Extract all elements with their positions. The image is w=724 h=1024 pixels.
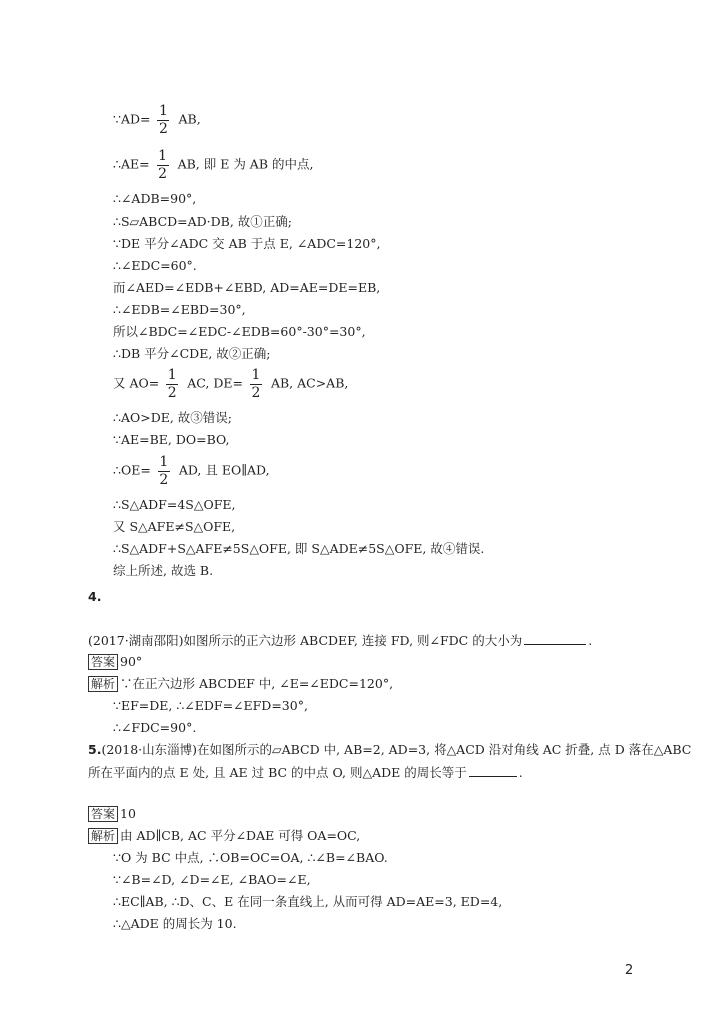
- solution-line: 又 S△AFE≠S△OFE,: [113, 519, 236, 534]
- solution-line: 综上所述, 故选 B.: [113, 563, 214, 578]
- question-number: 5.: [88, 742, 102, 757]
- solution-line: ∴AO>DE, 故③错误;: [113, 410, 233, 425]
- solution-line: ∵AD= $\frac{1}{2}$ AB,: [113, 103, 201, 137]
- analysis-line: ∴∠FDC=90°.: [113, 720, 197, 735]
- analysis-tag: 解析: [88, 828, 118, 844]
- solution-line: ∴DB 平分∠CDE, 故②正确;: [113, 346, 271, 361]
- solution-line: ∴∠ADB=90°,: [113, 191, 197, 206]
- solution-line: ∵DE 平分∠ADC 交 AB 于点 E, ∠ADC=120°,: [113, 236, 381, 251]
- solution-line: ∴S△ADF=4S△OFE,: [113, 497, 236, 512]
- answer-blank: [469, 764, 517, 777]
- fraction: $\frac{1}{2}$: [251, 367, 261, 401]
- fraction: $\frac{1}{2}$: [159, 103, 168, 137]
- answer-blank: [524, 632, 586, 645]
- solution-line: ∴∠EDB=∠EBD=30°,: [113, 302, 246, 317]
- fraction: $\frac{1}{2}$: [159, 454, 169, 488]
- question-text: 所在平面内的点 E 处, 且 AE 过 BC 的中点 O, 则△ADE 的周长等于 .: [88, 765, 523, 780]
- answer-line: 答案 90°: [88, 654, 142, 670]
- solution-line: ∴AE= $\frac{1}{2}$ AB, 即 E 为 AB 的中点,: [113, 148, 314, 182]
- question-text: (2017·湖南邵阳)如图所示的正六边形 ABCDEF, 连接 FD, 则∠FDC 的大小为 .: [88, 633, 593, 648]
- answer-tag: 答案: [88, 806, 118, 822]
- solution-line: 而∠AED=∠EDB+∠EBD, AD=AE=DE=EB,: [113, 280, 381, 295]
- page-number: 2: [625, 963, 634, 978]
- answer-line: 答案 10: [88, 806, 136, 822]
- analysis-line: 解析 由 AD∥CB, AC 平分∠DAE 可得 OA=OC,: [88, 828, 360, 844]
- analysis-line: 解析 ∵在正六边形 ABCDEF 中, ∠E=∠EDC=120°,: [88, 676, 393, 692]
- solution-line: ∴OE= $\frac{1}{2}$ AD, 且 EO∥AD,: [113, 454, 270, 488]
- fraction: $\frac{1}{2}$: [167, 367, 177, 401]
- solution-line: ∴S▱ABCD=AD·DB, 故①正确;: [113, 214, 293, 229]
- analysis-line: ∵EF=DE, ∴∠EDF=∠EFD=30°,: [113, 698, 308, 713]
- fraction: $\frac{1}{2}$: [158, 148, 168, 182]
- solution-line: ∴S△ADF+S△AFE≠5S△OFE, 即 S△ADE≠5S△OFE, 故④错误.: [113, 541, 485, 556]
- analysis-line: ∴△ADE 的周长为 10.: [113, 916, 237, 931]
- solution-line: 又 AO= $\frac{1}{2}$ AC, DE= $\frac{1}{2}$ AB, AC>AB,: [113, 367, 349, 401]
- answer-tag: 答案: [88, 654, 118, 670]
- question-text: 5.(2018·山东淄博)在如图所示的▱ABCD 中, AB=2, AD=3, 将△ACD 沿对角线 AC 折叠, 点 D 落在△ABC: [88, 742, 692, 757]
- analysis-line: ∵∠B=∠D, ∠D=∠E, ∠BAO=∠E,: [113, 872, 311, 887]
- solution-line: 所以∠BDC=∠EDC-∠EDB=60°-30°=30°,: [113, 324, 366, 339]
- solution-line: ∴∠EDC=60°.: [113, 258, 197, 273]
- analysis-tag: 解析: [88, 676, 118, 692]
- question-number: 4.: [88, 589, 102, 604]
- analysis-line: ∵O 为 BC 中点, ∴OB=OC=OA, ∴∠B=∠BAO.: [113, 850, 388, 865]
- solution-line: ∵AE=BE, DO=BO,: [113, 432, 230, 447]
- analysis-line: ∴EC∥AB, ∴D、C、E 在同一条直线上, 从而可得 AD=AE=3, ED=4,: [113, 894, 503, 909]
